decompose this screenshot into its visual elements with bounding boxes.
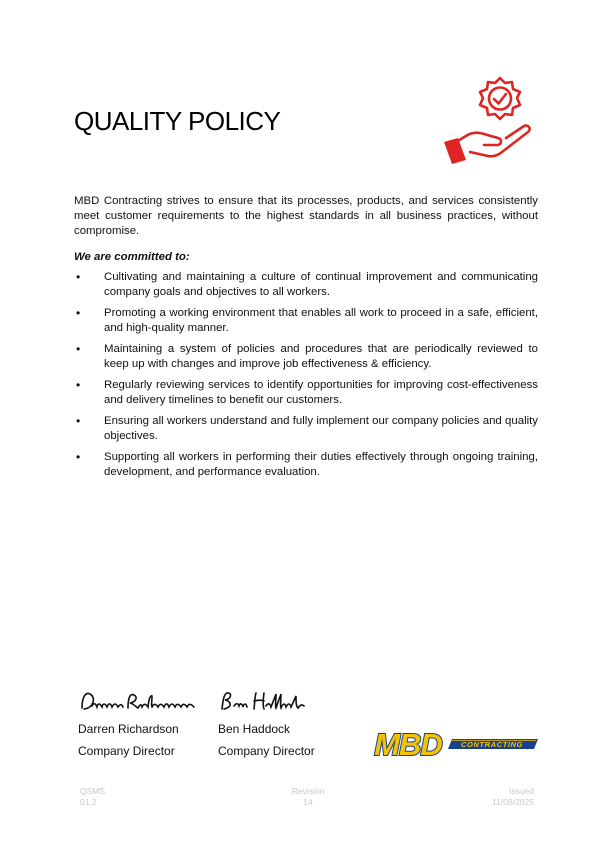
- intro-paragraph: MBD Contracting strives to ensure that its processes, products, and services consistently meet customer requirements to the highest standards in all business practices, without compromise.: [74, 195, 538, 237]
- footer-value: 11/08/2025: [492, 797, 534, 807]
- signature-ben-haddock: [218, 688, 308, 714]
- list-item: [74, 306, 538, 336]
- footer-revision: [288, 786, 328, 808]
- bullet-icon: •: [76, 414, 81, 428]
- signatory-name: Ben Haddock: [218, 722, 291, 736]
- footer-value: 01.2: [80, 797, 97, 807]
- list-item: [74, 270, 538, 300]
- list-item: [74, 450, 538, 480]
- list-item-text: Regularly reviewing services to identify opportunities for improving cost-effectiveness and delivery timelines to benefit our customers.: [104, 379, 538, 406]
- bullet-icon: •: [76, 270, 81, 284]
- signatory-ben-haddock: [218, 688, 348, 758]
- bullet-icon: •: [76, 450, 81, 464]
- footer-label: Issued: [508, 786, 534, 796]
- page-title: QUALITY POLICY: [74, 106, 281, 136]
- footer-issued: [470, 786, 534, 808]
- footer-document-code: [80, 786, 105, 808]
- list-item-text: Cultivating and maintaining a culture of continual improvement and communicating company goals and objectives to all workers.: [104, 271, 538, 298]
- mbd-contracting-logo: [356, 726, 538, 760]
- list-item-text: Ensuring all workers understand and fully implement our company policies and quality objectives.: [104, 415, 538, 442]
- hand-holding-check-badge-icon: [440, 70, 540, 170]
- commitments-heading: We are committed to:: [74, 251, 190, 263]
- signatory-role: Company Director: [218, 744, 315, 758]
- list-item: [74, 378, 538, 408]
- logo-subtext: CONTRACTING: [460, 740, 524, 749]
- footer-label: Revision: [291, 786, 325, 796]
- signatory-name: Darren Richardson: [78, 722, 179, 736]
- list-item: [74, 414, 538, 444]
- list-item-text: Promoting a working environment that enables all work to proceed in a safe, efficient, and high-quality manner.: [104, 307, 538, 334]
- footer-value: 14: [303, 797, 313, 807]
- signatory-darren-richardson: [78, 688, 208, 758]
- commitments-list: [74, 270, 538, 486]
- list-item-text: Supporting all workers in performing their duties effectively through ongoing training, development, and performance evaluation.: [104, 451, 538, 478]
- logo-text: MBD: [374, 727, 442, 760]
- bullet-icon: •: [76, 378, 81, 392]
- list-item: [74, 342, 538, 372]
- signature-darren-richardson: [78, 688, 198, 714]
- bullet-icon: •: [76, 306, 81, 320]
- bullet-icon: •: [76, 342, 81, 356]
- signatory-role: Company Director: [78, 744, 175, 758]
- footer-label: QSMS: [80, 786, 106, 796]
- list-item-text: Maintaining a system of policies and procedures that are periodically reviewed to keep up with changes and improve job effectiveness & efficiency.: [104, 343, 538, 370]
